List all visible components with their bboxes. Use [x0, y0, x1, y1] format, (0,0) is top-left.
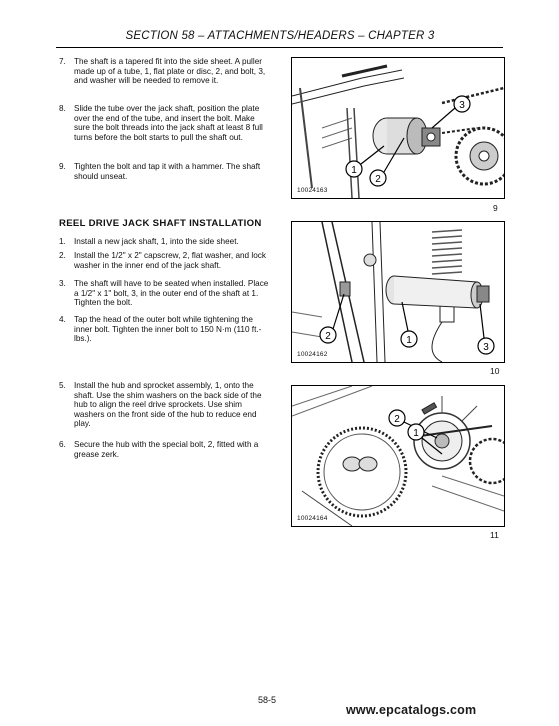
figure-number: 9 [493, 203, 498, 213]
figure-number: 11 [490, 530, 499, 540]
callout-1: 1 [413, 428, 419, 439]
step-6 [59, 440, 269, 459]
step-5 [59, 381, 269, 429]
step-text: The shaft is a tapered fit into the side sheet. A puller made up of a tube, 1, flat plate or disc, 2, and bolt, 3, and washer will be needed to remove it. [74, 57, 266, 86]
step-text: Secure the hub with the special bolt, 2, fitted with a grease zerk. [74, 440, 259, 459]
step-number: 6. [59, 440, 66, 449]
step-2 [59, 251, 269, 270]
callout-2: 2 [375, 174, 381, 185]
step-text: Tighten the bolt and tap it with a hammer. The shaft should unseat. [74, 162, 261, 181]
step-8 [59, 104, 269, 142]
figure-10-jack-shaft [291, 221, 505, 363]
step-number: 5. [59, 381, 66, 390]
figure-9-puller [291, 57, 505, 199]
figure-number: 10 [490, 366, 500, 376]
step-3 [59, 279, 269, 308]
callout-1: 1 [351, 165, 357, 176]
step-number: 9. [59, 162, 66, 171]
header-divider [56, 47, 503, 48]
step-number: 1. [59, 237, 66, 246]
step-number: 3. [59, 279, 66, 288]
section-header: SECTION 58 – ATTACHMENTS/HEADERS – CHAPTER 3 [125, 30, 435, 42]
callout-3: 3 [483, 342, 489, 353]
section-heading: REEL DRIVE JACK SHAFT INSTALLATION [59, 218, 262, 229]
page-number: 58-5 [258, 695, 277, 705]
step-4 [59, 315, 269, 344]
step-text: Install the hub and sprocket assembly, 1, onto the shaft. Use the shim washers on the back side of the hub to align the reel drive sprockets. Use shim washers on the front side of the hub to reduce end play. [74, 381, 262, 429]
figure-code: 10024163 [297, 187, 328, 194]
callout-2: 2 [394, 414, 400, 425]
step-text: Slide the tube over the jack shaft, position the plate over the end of the tube, and insert the bolt. Make sure the bolt threads into the jack shaft at least 8 full turns before the bolt starts to pull the shaft out. [74, 104, 263, 142]
figure-code: 10024164 [297, 515, 328, 522]
watermark: www.epcatalogs.com [346, 703, 477, 717]
callout-2: 2 [325, 331, 331, 342]
hub-sprocket-illustration [292, 386, 504, 526]
step-number: 8. [59, 104, 66, 113]
step-number: 4. [59, 315, 66, 324]
callout-1: 1 [406, 335, 412, 346]
step-7 [59, 57, 269, 86]
step-number: 2. [59, 251, 66, 260]
callout-3: 3 [459, 100, 465, 111]
step-9 [59, 162, 269, 181]
step-text: Tap the head of the outer bolt while tightening the inner bolt. Tighten the inner bolt to 150 N·m (110 ft.-lbs.). [74, 315, 262, 344]
puller-illustration [292, 58, 504, 198]
step-text: Install a new jack shaft, 1, into the side sheet. [74, 237, 239, 246]
jack-shaft-illustration [292, 222, 504, 362]
step-text: The shaft will have to be seated when installed. Place a 1/2" x 1" bolt, 3, in the outer end of the shaft at 1. Tighten the bolt. [74, 279, 269, 308]
figure-code: 10024162 [297, 351, 328, 358]
step-1 [59, 237, 269, 247]
step-text: Install the 1/2" x 2" capscrew, 2, flat washer, and lock washer in the inner end of the jack shaft. [74, 251, 266, 270]
step-number: 7. [59, 57, 66, 66]
figure-11-hub-sprocket [291, 385, 505, 527]
